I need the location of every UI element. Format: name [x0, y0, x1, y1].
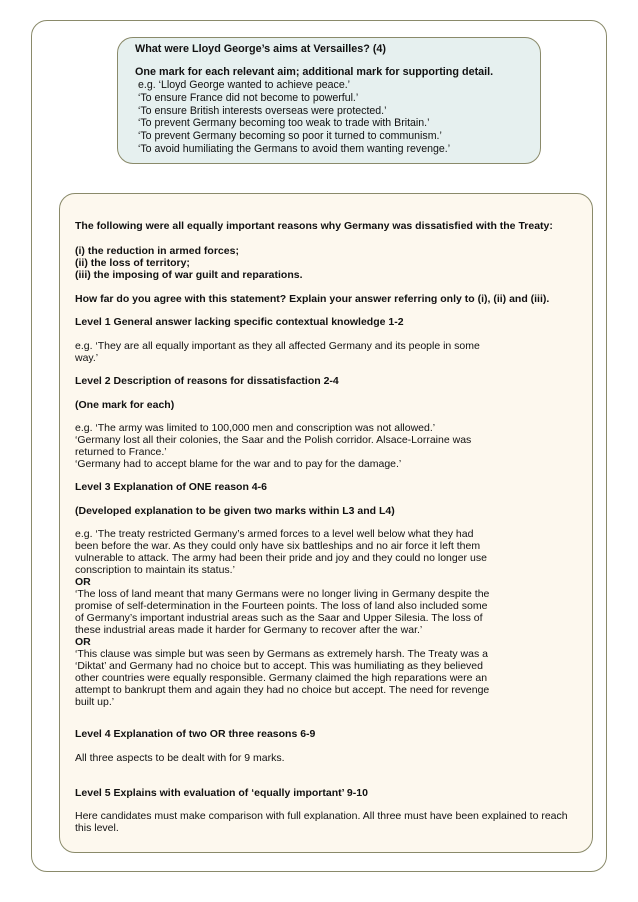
mark-scheme-heading: One mark for each relevant aim; additional mark for supporting detail. [135, 66, 494, 78]
level3-example-line: e.g. ‘The treaty restricted Germany’s armed forces to a level well below what they had [75, 528, 474, 540]
aim-item: ‘To prevent Germany becoming too weak to trade with Britain.’ [138, 117, 430, 130]
question-text: How far do you agree with this statement? Explain your answer referring only to (i), (ii) and (iii). [75, 293, 550, 305]
aims-question-box [117, 37, 541, 164]
or-label: OR [75, 576, 91, 588]
level3-example-line: ‘Diktat’ and Germany had no choice but to accept. This was humiliating as they believed [75, 660, 483, 672]
aim-item: ‘To avoid humiliating the Germans to avoid them wanting revenge.’ [138, 142, 451, 155]
level2-example-line: returned to France.’ [75, 446, 167, 458]
reason-item: (iii) the imposing of war guilt and reparations. [75, 269, 303, 281]
level4-heading: Level 4 Explanation of two OR three reasons 6-9 [75, 728, 316, 740]
level4-note: All three aspects to be dealt with for 9 marks. [75, 752, 285, 764]
reason-item: (ii) the loss of territory; [75, 257, 190, 269]
level3-example-line: these industrial areas made it harder for Germany to recover after the war.’ [75, 624, 423, 636]
level3-example-line: built up.’ [75, 696, 115, 708]
level5-heading: Level 5 Explains with evaluation of ‘equally important’ 9-10 [75, 787, 368, 799]
level2-heading: Level 2 Description of reasons for dissatisfaction 2-4 [75, 375, 339, 387]
aim-item: ‘To ensure France did not become to powerful.’ [138, 91, 359, 104]
level3-example-line: ‘This clause was simple but was seen by Germans as extremely harsh. The Treaty was a [75, 648, 488, 660]
level3-example-line: other countries were equally responsible. Germany claimed the high reparations were an [75, 672, 488, 684]
level3-heading: Level 3 Explanation of ONE reason 4-6 [75, 481, 267, 493]
level1-heading: Level 1 General answer lacking specific contextual knowledge 1-2 [75, 316, 404, 328]
aim-item: ‘To prevent Germany becoming so poor it turned to communism.’ [138, 130, 442, 143]
level3-example-line: promise of self-determination in the Fourteen points. The loss of land also included some [75, 600, 488, 612]
level3-example-line: conscription to maintain its status.’ [75, 564, 235, 576]
level5-note-line: this level. [75, 822, 119, 834]
aim-item: e.g. ‘Lloyd George wanted to achieve peace.’ [138, 79, 351, 91]
level2-example-line: e.g. ‘The army was limited to 100,000 men and conscription was not allowed.’ [75, 422, 436, 434]
level2-example-line: ‘Germany had to accept blame for the war and to pay for the damage.’ [75, 458, 402, 470]
aims-list [138, 79, 450, 156]
reason-item: (i) the reduction in armed forces; [75, 245, 239, 257]
level5-note-line: Here candidates must make comparison with full explanation. All three must have been explained to reach [75, 810, 568, 822]
statement: The following were all equally important reasons why Germany was dissatisfied with the Treaty: [75, 220, 553, 232]
level3-example-line: been before the war. As they could only have six battleships and no air force it left them [75, 540, 481, 552]
level3-example-line: ‘The loss of land meant that many Germans were no longer living in Germany despite the [75, 588, 490, 600]
level1-example-line: e.g. ‘They are all equally important as they all affected Germany and its people in some [75, 340, 480, 352]
level3-example-line: vulnerable to attack. The army had been their pride and joy and they could no longer use [75, 552, 487, 564]
level3-example-line: attempt to bankrupt them and again they had no choice but accept. The need for revenge [75, 684, 490, 696]
level2-example-line: ‘Germany lost all their colonies, the Saar and the Polish corridor. Alsace-Lorraine was [75, 434, 472, 446]
level2-note: (One mark for each) [75, 399, 175, 411]
level3-note: (Developed explanation to be given two marks within L3 and L4) [75, 505, 395, 517]
aims-question-title: What were Lloyd George’s aims at Versailles? (4) [135, 43, 387, 55]
or-label: OR [75, 636, 91, 648]
level1-example-line: way.’ [75, 352, 99, 364]
aim-item: ‘To ensure British interests overseas were protected.’ [138, 104, 387, 117]
level3-example-line: of Germany’s important industrial areas such as the Saar and Upper Silesia. The loss of [75, 612, 483, 624]
